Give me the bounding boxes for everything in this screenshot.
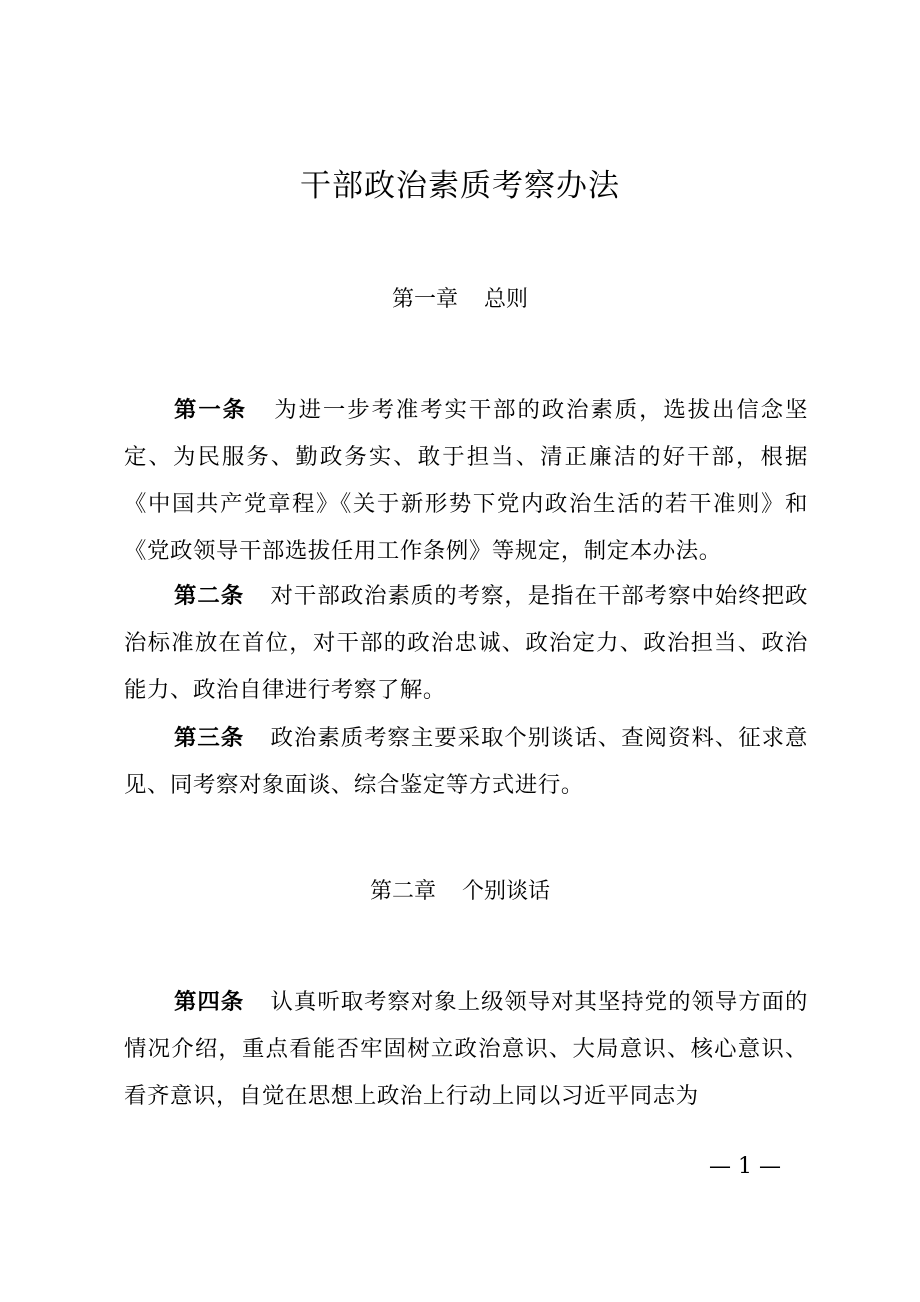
article-number: 第三条 — [174, 725, 245, 751]
document-title: 干部政治素质考察办法 — [300, 168, 620, 204]
chapter-name: 个别谈话 — [462, 879, 551, 904]
article-2 — [124, 573, 808, 714]
article-text: 认真听取考察对象上级领导对其坚持党的领导方面的情况介绍，重点看能否牢固树立政治意识、大局意识、核心意识、看齐意识，自觉在思想上政治上行动上同以习近平同志为 — [124, 989, 808, 1109]
article-text: 政治素质考察主要采取个别谈话、查阅资料、征求意见、同考察对象面谈、综合鉴定等方式进行。 — [124, 725, 808, 798]
article-text: 为进一步考准考实干部的政治素质，选拔出信念坚定、为民服务、勤政务实、敢于担当、清正廉洁的好干部，根据《中国共产党章程》《关于新形势下党内政治生活的若干准则》和《党政领导干部选拔任用工作条例》等规定，制定本办法。 — [124, 397, 808, 564]
chapter-number: 第一章 — [391, 287, 458, 312]
article-number: 第一条 — [174, 397, 247, 423]
page-number: — 1 — — [709, 1154, 781, 1179]
article-3 — [124, 715, 808, 809]
chapter-heading-2 — [0, 872, 920, 912]
article-1 — [124, 387, 808, 575]
article-number: 第二条 — [174, 583, 245, 609]
article-text: 对干部政治素质的考察，是指在干部考察中始终把政治标准放在首位，对干部的政治忠诚、政治定力、政治担当、政治能力、政治自律进行考察了解。 — [124, 583, 808, 703]
chapter-number: 第二章 — [369, 879, 436, 904]
article-4 — [124, 979, 808, 1120]
chapter-name: 总则 — [484, 287, 529, 312]
article-number: 第四条 — [174, 989, 245, 1015]
chapter-heading-1 — [0, 280, 920, 320]
